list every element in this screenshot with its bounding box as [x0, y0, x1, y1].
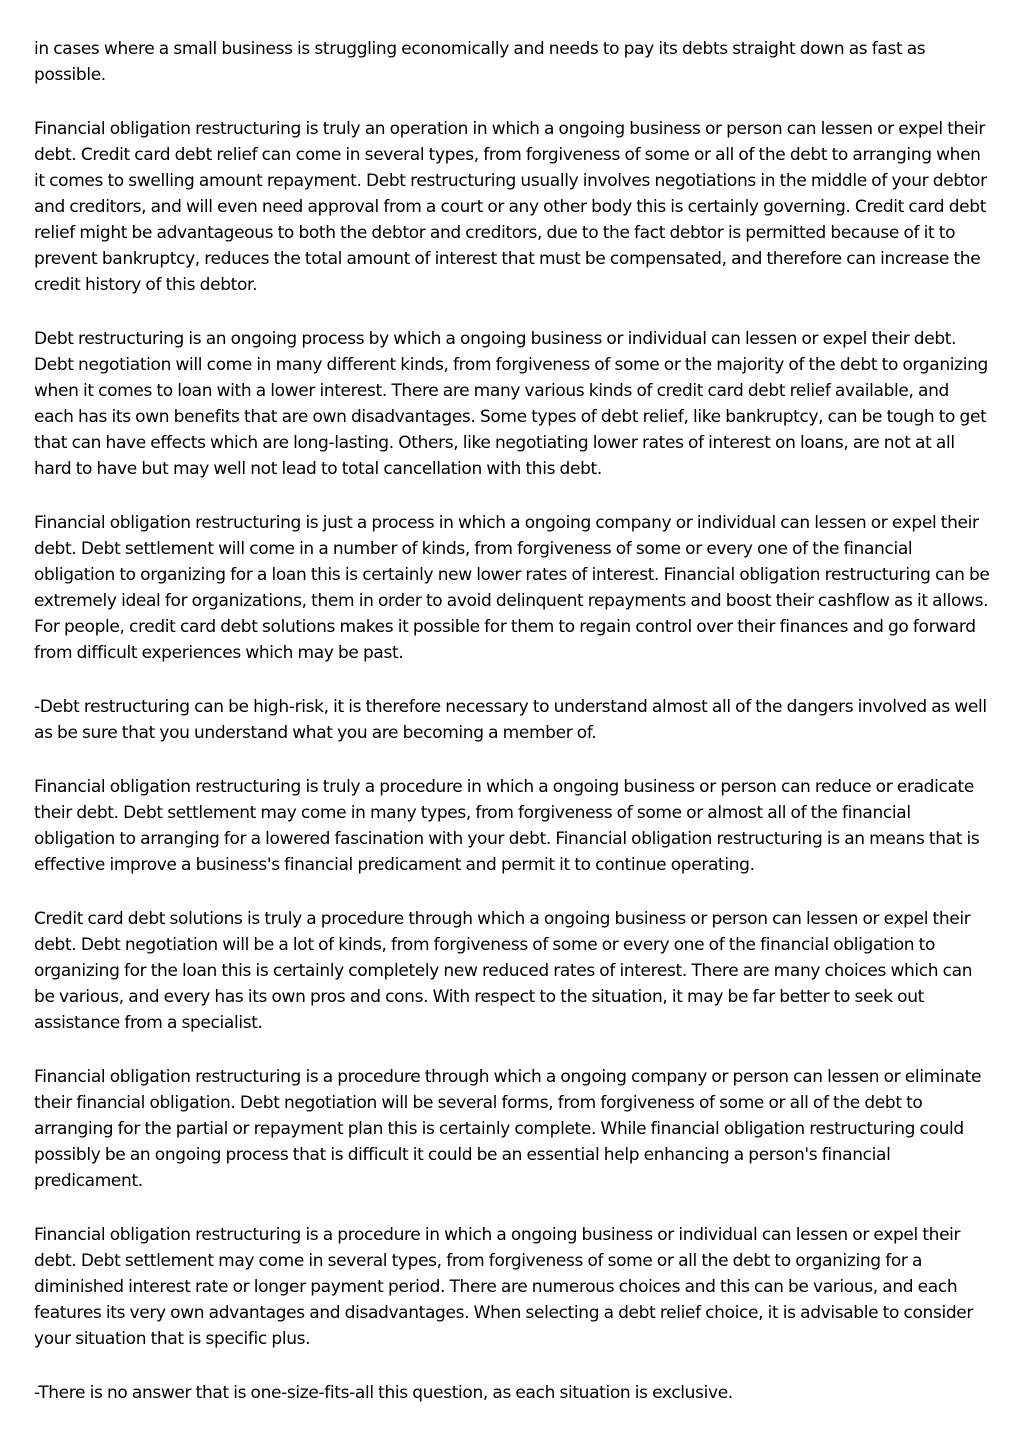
paragraph-2: Financial obligation restructuring is truly an operation in which a ongoing business or person can lessen or expel their debt. Credit card debt relief can come in several types, from forgiveness of some or all of the debt to arranging when it comes to swelling amount repayment. Debt restructuring usually involves negotiations in the middle of your debtor and creditors, and will even need approval from a court or any other body this is certainly governing. Credit card debt relief might be advantageous to both the debtor and creditors, due to the fact debtor is permitted because of it to prevent bankruptcy, reduces the total amount of interest that must be compensated, and therefore can increase the credit history of this debtor.	[34, 119, 987, 295]
paragraph-7: Credit card debt solutions is truly a procedure through which a ongoing business or person can lessen or expel their debt. Debt negotiation will be a lot of kinds, from forgiveness of some or every one of the financial obligation to organizing for the loan this is certainly completely new reduced rates of interest. There are many choices which can be various, and every has its own pros and cons. With respect to the situation, it may be far better to seek out assistance from a specialist.	[34, 909, 973, 1033]
paragraph-4: Financial obligation restructuring is just a process in which a ongoing company or individual can lessen or expel their debt. Debt settlement will come in a number of kinds, from forgiveness of some or every one of the financial obligation to organizing for a loan this is certainly new lower rates of interest. Financial obligation restructuring can be extremely ideal for organizations, them in order to avoid delinquent repayments and boost their cashflow as it allows. For people, credit card debt solutions makes it possible for them to regain control over their finances and go forward from difficult experiences which may be past.	[34, 513, 990, 663]
document-body	[34, 36, 992, 1406]
paragraph-9: Financial obligation restructuring is a procedure in which a ongoing business or individual can lessen or expel their debt. Debt settlement may come in several types, from forgiveness of some or all the debt to organizing for a diminished interest rate or longer payment period. There are numerous choices and this can be various, and each features its very own advantages and disadvantages. When selecting a debt relief choice, it is advisable to consider your situation that is specific plus.	[34, 1225, 974, 1349]
paragraph-3: Debt restructuring is an ongoing process by which a ongoing business or individual can lessen or expel their debt. Debt negotiation will come in many different kinds, from forgiveness of some or the majority of the debt to organizing when it comes to loan with a lower interest. There are many various kinds of credit card debt relief available, and each has its own benefits that are own disadvantages. Some types of debt relief, like bankruptcy, can be tough to get that can have effects which are long-lasting. Others, like negotiating lower rates of interest on loans, are not at all hard to have but may well not lead to total cancellation with this debt.	[34, 329, 988, 479]
paragraph-10: -There is no answer that is one-size-fits-all this question, as each situation is exclusive.	[34, 1383, 733, 1403]
paragraph-6: Financial obligation restructuring is truly a procedure in which a ongoing business or person can reduce or eradicate their debt. Debt settlement may come in many types, from forgiveness of some or almost all of the financial obligation to arranging for a lowered fascination with your debt. Financial obligation restructuring is an means that is effective improve a business's financial predicament and permit it to continue operating.	[34, 777, 980, 875]
paragraph-8: Financial obligation restructuring is a procedure through which a ongoing company or person can lessen or eliminate their financial obligation. Debt negotiation will be several forms, from forgiveness of some or all of the debt to arranging for the partial or repayment plan this is certainly complete. While financial obligation restructuring could possibly be an ongoing process that is difficult it could be an essential help enhancing a person's financial predicament.	[34, 1067, 982, 1191]
paragraph-5: -Debt restructuring can be high-risk, it is therefore necessary to understand almost all of the dangers involved as well as be sure that you understand what you are becoming a member of.	[34, 697, 987, 743]
paragraph-1: in cases where a small business is struggling economically and needs to pay its debts straight down as fast as possible.	[34, 39, 926, 85]
